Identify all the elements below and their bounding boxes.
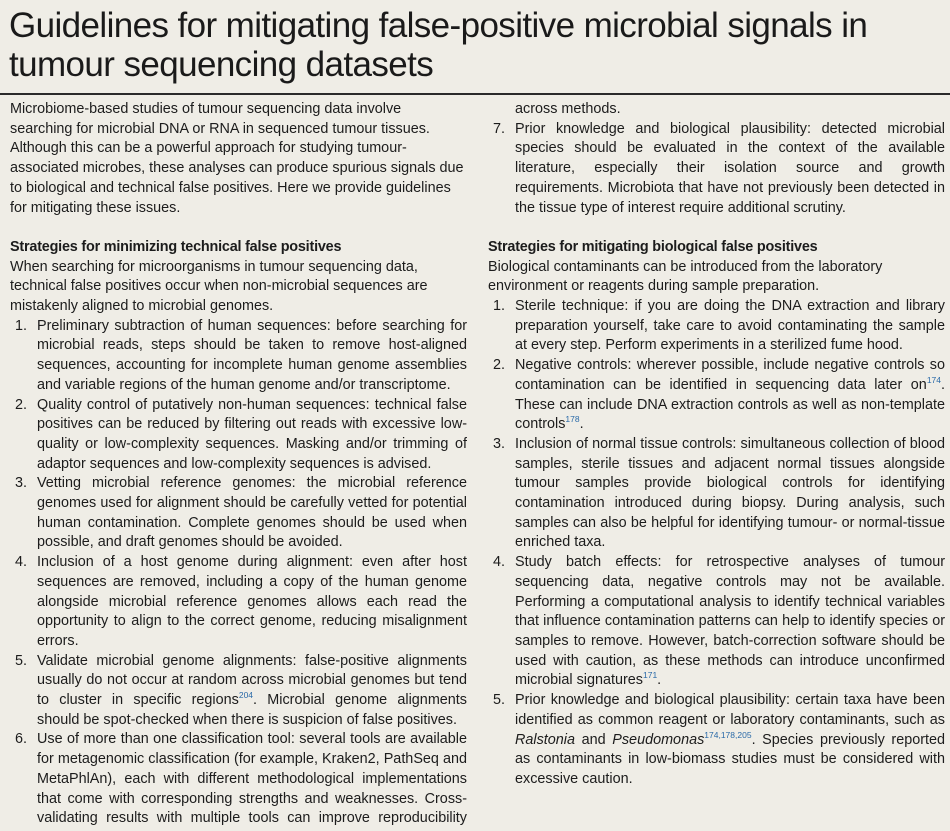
- item-text: .: [657, 672, 662, 689]
- reference-link[interactable]: 174: [926, 374, 941, 385]
- item-text: . These can include DNA extraction controls as well as non-template controls: [515, 376, 945, 433]
- list-item: [10, 396, 467, 475]
- technical-heading: Strategies for minimizing technical false positives: [10, 238, 342, 255]
- item-number: 6.: [15, 731, 28, 748]
- item-text: Inclusion of a host genome during alignment: even after host sequences are removed, including a copy of the human genome alongside microbial reference genomes allows each read the opportunity to align to the correct genome, reducing misalignment errors.: [37, 554, 467, 649]
- list-item: [488, 297, 945, 356]
- item-number: 5.: [15, 652, 28, 669]
- taxon-name: Ralstonia: [515, 731, 575, 748]
- list-item: [10, 553, 467, 652]
- list-item: [10, 317, 467, 396]
- item-text: . Species previously reported as contaminants in low-biomass studies must be considered with excessive caution.: [515, 731, 945, 787]
- item-number: 7.: [493, 120, 506, 137]
- item-number: 4.: [15, 554, 28, 571]
- right-column-content: [488, 100, 945, 790]
- item-number: 2.: [15, 396, 28, 413]
- item-text: Inclusion of normal tissue controls: simultaneous collection of blood samples, sterile tissues and adjacent normal tissues alongside tumour samples provide biological controls for identifying contamination introduced during biopsy. During analysis, such samples can also be helpful for identifying tumour- or normal-tissue enriched taxa.: [515, 435, 945, 551]
- item-number: 4.: [493, 554, 506, 571]
- list-item: [488, 100, 945, 120]
- page-title: Guidelines for mitigating false-positive microbial signals in tumour sequencing datasets: [9, 6, 868, 84]
- technical-list: [10, 317, 467, 829]
- reference-link[interactable]: 174,178,205: [704, 729, 752, 740]
- list-item: [488, 691, 945, 790]
- technical-lead: When searching for microorganisms in tumour sequencing data, technical false positives occur when non-microbial sequences are mistakenly aligned to microbial genomes.: [10, 258, 428, 315]
- biological-lead: Biological contaminants can be introduced from the laboratory environment or reagents during sample preparation.: [488, 258, 883, 295]
- item-text: .: [579, 416, 584, 433]
- item-number: 1.: [15, 317, 28, 334]
- item-text: Prior knowledge and biological plausibility: detected microbial species should be evaluated in the context of the available literature, especially their isolation source and growth requirements. Microbiota that have not previously been detected in the tissue type of interest require additional scrutiny.: [515, 120, 945, 216]
- reference-link[interactable]: 171: [642, 670, 658, 681]
- biological-list: [488, 297, 945, 790]
- left-column: [10, 100, 467, 829]
- right-column-wrap: [488, 100, 945, 831]
- item-text: Prior knowledge and biological plausibility: certain taxa have been identified as common reagent or laboratory contaminants, such as: [515, 692, 945, 728]
- list-item: [488, 120, 945, 219]
- biological-heading: Strategies for mitigating biological false positives: [488, 238, 818, 255]
- intro-paragraph: Microbiome-based studies of tumour sequencing data involve searching for microbial DNA or RNA in sequenced tumour tissues. Although this can be a powerful approach for studying tumour-associated microbes, these analyses can produce spurious signals due to biological and technical false positives. Here we provide guidelines for mitigating these issues.: [10, 101, 464, 216]
- item-text: Negative controls: wherever possible, include negative controls so contamination can be identified in sequencing data later on: [515, 357, 945, 393]
- reference-link[interactable]: 204: [238, 690, 254, 701]
- item-text: Use of more than one classification tool: several tools are available for metagenomic classification (for example, Kraken2, PathSeq and MetaPhlAn), each with different methodological implementations that come with corresponding strengths and weaknesses. Cross-validating results with multiple tools can improve reproducibility: [37, 731, 467, 827]
- item-number: 3.: [15, 475, 28, 492]
- list-item: [10, 652, 467, 731]
- item-text: Vetting microbial reference genomes: the microbial reference genomes used for alignment should be carefully vetted for potential human contamination. Complete genomes should be used when possible, and draft genomes should be avoided.: [37, 475, 467, 551]
- item-text: Preliminary subtraction of human sequences: before searching for microbial reads, steps should be taken to remove host-aligned sequences, accounting for incomplete human genome assemblies and variable regions of the human genome and/or transcriptome.: [37, 317, 467, 393]
- taxon-name: Pseudomonas: [612, 731, 705, 748]
- item-number: 5.: [493, 692, 506, 709]
- list-item: [10, 474, 467, 553]
- item-number: 2.: [493, 357, 506, 374]
- item-text: Study batch effects: for retrospective analyses of tumour sequencing data, negative controls may not be available. Performing a computational analysis to identify technical variables that influence contamination patterns can help to identify species or samples to remove. However, batch-correction software should be used with caution, as these methods can introduce unconfirmed microbial signatures: [515, 554, 945, 689]
- item-text: and: [575, 731, 613, 748]
- item-number: 1.: [493, 298, 506, 315]
- item-text: across methods.: [515, 101, 621, 118]
- title-divider: [0, 93, 950, 95]
- item-text: Quality control of putatively non-human sequences: technical false positives can be reduced by filtering out reads with excessive low-quality or low-complexity sequences. Masking and/or trimming of adaptor sequences and low-complexity sequences is advised.: [37, 396, 467, 472]
- item-number: 3.: [493, 435, 506, 452]
- item-text: . Microbial genome alignments should be spot-checked when there is suspicion of false positives.: [37, 692, 467, 728]
- list-item: [488, 356, 945, 435]
- list-item: [488, 435, 945, 553]
- list-item: [488, 553, 945, 691]
- technical-list-tail: [488, 100, 945, 218]
- reference-link[interactable]: 178: [565, 414, 580, 425]
- item-text: Validate microbial genome alignments: false-positive alignments usually do not occur at random across microbial genomes but tend to cluster in specific regions: [37, 652, 467, 709]
- item-text: Sterile technique: if you are doing the DNA extraction and library preparation yourself, take care to avoid contaminating the sample at every step. Perform experiments in a sterilized fume hood.: [515, 298, 945, 354]
- list-item: [10, 730, 467, 829]
